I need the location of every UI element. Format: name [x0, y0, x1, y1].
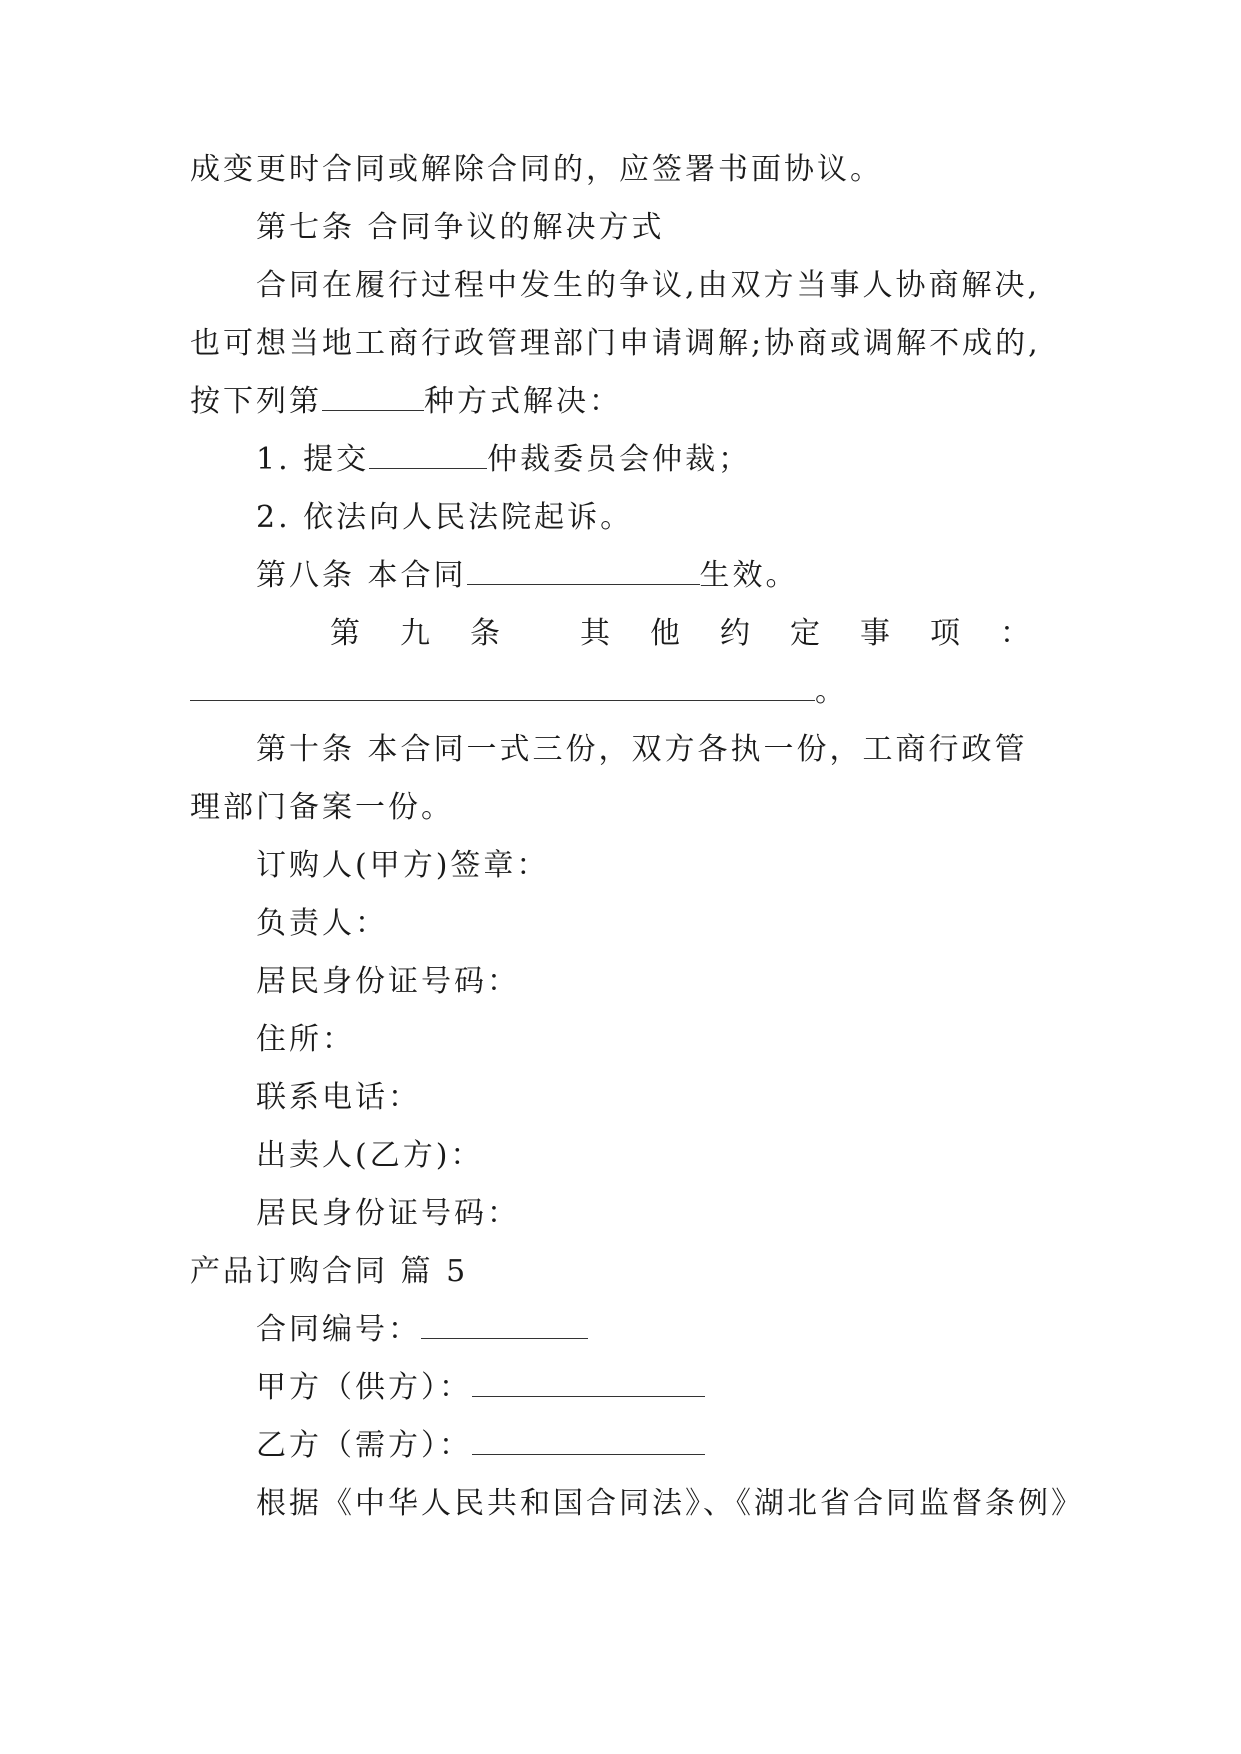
section-title: 产品订购合同 篇 5: [190, 1254, 469, 1289]
text-span: 种方式解决：: [424, 384, 622, 419]
fill-blank: [369, 440, 487, 469]
article-9-heading: [330, 614, 1030, 654]
char: 定: [790, 616, 820, 651]
fill-blank: [322, 382, 424, 411]
fill-blank: [467, 556, 700, 585]
char: 条: [470, 616, 500, 651]
party-b-line: [256, 1426, 1080, 1466]
fill-blank: [421, 1310, 588, 1339]
char: 其: [580, 616, 610, 651]
signature-line: 居民身份证号码：: [256, 1196, 520, 1231]
signature-line: 出卖人(乙方)：: [256, 1138, 484, 1173]
text-span: 1. 提交: [256, 442, 370, 477]
paragraph-line: 合同在履行过程中发生的争议,由双方当事人协商解决,: [256, 268, 1041, 303]
char: 第: [330, 616, 360, 651]
paragraph-line: [190, 672, 1080, 712]
char: 事: [860, 616, 890, 651]
contract-number-line: [256, 1310, 1080, 1350]
paragraph-line: 也可想当地工商行政管理部门申请调解;协商或调解不成的,: [190, 326, 1041, 361]
text-span: 按下列第: [190, 384, 322, 419]
text-span: 甲方（供方）：: [256, 1370, 472, 1405]
signature-line: 住所：: [256, 1022, 355, 1057]
char: ：: [1000, 616, 1030, 651]
char: 约: [720, 616, 750, 651]
article-7-heading: 第七条 合同争议的解决方式: [256, 210, 665, 245]
fill-blank: [190, 672, 815, 701]
paragraph-line: 成变更时合同或解除合同的，应签署书面协议。: [190, 152, 883, 187]
text-span: 。: [815, 674, 848, 709]
char: 他: [650, 616, 680, 651]
signature-line: 负责人：: [256, 906, 388, 941]
list-item: 2. 依法向人民法院起诉。: [256, 500, 634, 535]
article-8: [256, 556, 1080, 596]
text-span: 乙方（需方）：: [256, 1428, 472, 1463]
signature-line: 联系电话：: [256, 1080, 421, 1115]
party-a-line: [256, 1368, 1080, 1408]
text-span: 合同编号：: [256, 1312, 421, 1347]
text-span: 第八条 本合同: [256, 558, 467, 593]
paragraph-line: 根据《中华人民共和国合同法》、《湖北省合同监督条例》: [256, 1486, 1084, 1521]
paragraph-line: [190, 382, 1080, 422]
text-span: 仲裁委员会仲裁；: [487, 442, 752, 477]
paragraph-line: 理部门备案一份。: [190, 790, 454, 825]
fill-blank: [472, 1368, 705, 1397]
text-span: 生效。: [699, 558, 799, 593]
signature-line: 订购人(甲方)签章：: [256, 848, 550, 883]
article-10: 第十条 本合同一式三份，双方各执一份，工商行政管: [256, 732, 1028, 767]
char: 项: [930, 616, 960, 651]
signature-line: 居民身份证号码：: [256, 964, 520, 999]
fill-blank: [472, 1426, 705, 1455]
char: 九: [400, 616, 430, 651]
list-item: [256, 440, 1080, 480]
